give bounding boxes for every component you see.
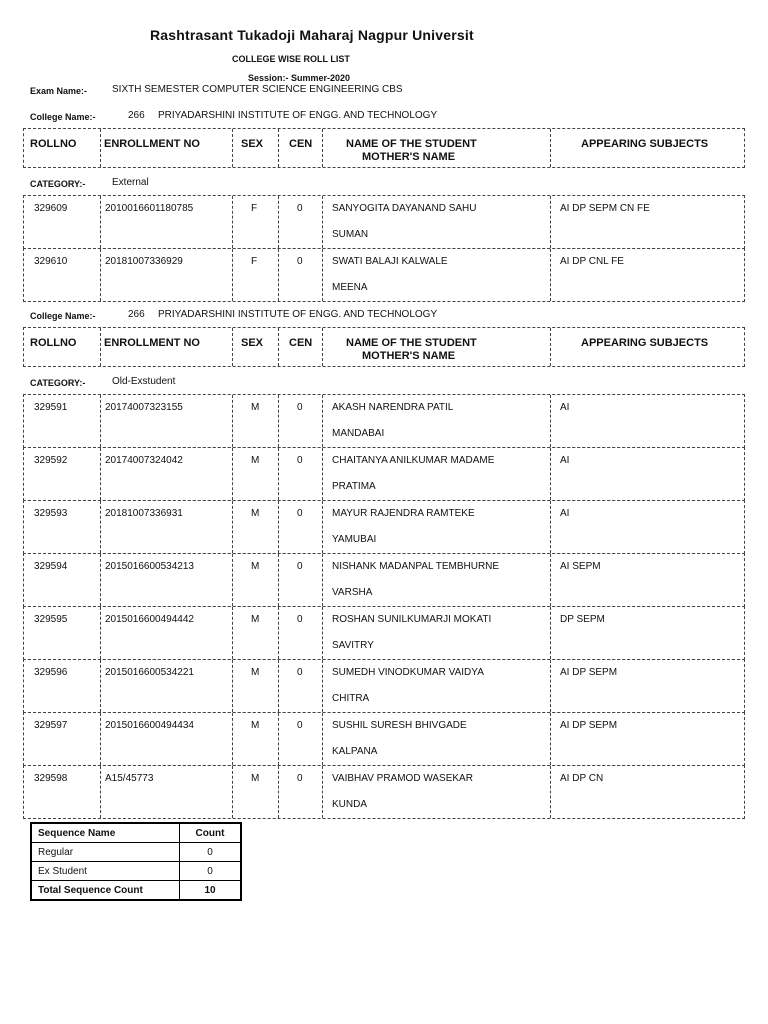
column-divider [232, 129, 233, 167]
column-divider [278, 249, 279, 301]
column-divider [232, 196, 233, 248]
appearing-subjects: AI DP CNL FE [560, 256, 624, 267]
header-rollno: ROLLNO [30, 138, 77, 150]
column-divider [322, 328, 323, 366]
column-divider [550, 129, 551, 167]
column-divider [100, 766, 101, 818]
header-cen: CEN [289, 337, 313, 349]
appearing-subjects: AI [560, 455, 570, 466]
college-name: PRIYADARSHINI INSTITUTE OF ENGG. AND TECHNOLOGY [158, 110, 438, 121]
roll-number: 329591 [34, 402, 68, 413]
header-appearing-subjects: APPEARING SUBJECTS [581, 138, 709, 150]
session-text: Session:- Summer-2020 [248, 73, 351, 83]
summary-row-count: 0 [180, 843, 242, 862]
college-name: PRIYADARSHINI INSTITUTE OF ENGG. AND TECHNOLOGY [158, 309, 438, 320]
column-divider [322, 196, 323, 248]
header-rollno: ROLLNO [30, 337, 77, 349]
enrollment-number: 2010016601180785 [105, 203, 194, 214]
column-divider [550, 501, 551, 553]
header-mothers-name: MOTHER'S NAME [362, 350, 456, 362]
mothers-name: SAVITRY [332, 640, 374, 651]
summary-col-count: Count [180, 823, 242, 843]
column-divider [232, 249, 233, 301]
summary-header-row [31, 823, 241, 843]
column-divider [322, 607, 323, 659]
student-name: ROSHAN SUNILKUMARJI MOKATI [332, 614, 492, 625]
column-divider [100, 249, 101, 301]
table-row [23, 248, 745, 302]
summary-row-name: Ex Student [31, 862, 180, 881]
table-header [23, 327, 745, 367]
column-divider [100, 713, 101, 765]
header-appearing-subjects: APPEARING SUBJECTS [581, 337, 709, 349]
table-header [23, 128, 745, 168]
column-divider [278, 395, 279, 447]
column-divider [322, 129, 323, 167]
column-divider [550, 607, 551, 659]
column-divider [100, 129, 101, 167]
summary-row [31, 843, 241, 862]
summary-col-name: Sequence Name [31, 823, 180, 843]
university-title: Rashtrasant Tukadoji Maharaj Nagpur Universit [150, 27, 474, 43]
sex-value: M [251, 561, 260, 572]
column-divider [100, 607, 101, 659]
column-divider [278, 713, 279, 765]
cen-value: 0 [297, 402, 303, 413]
summary-total-label: Total Sequence Count [31, 881, 180, 901]
header-student-name: NAME OF THE STUDENT [346, 337, 477, 349]
student-name: MAYUR RAJENDRA RAMTEKE [332, 508, 475, 519]
appearing-subjects: AI DP SEPM CN FE [560, 203, 650, 214]
column-divider [100, 554, 101, 606]
cen-value: 0 [297, 773, 303, 784]
column-divider [322, 249, 323, 301]
column-divider [550, 766, 551, 818]
appearing-subjects: AI [560, 508, 570, 519]
column-divider [100, 501, 101, 553]
table-row [23, 606, 745, 660]
column-divider [232, 660, 233, 712]
column-divider [232, 554, 233, 606]
mothers-name: PRATIMA [332, 481, 376, 492]
column-divider [550, 249, 551, 301]
roll-number: 329593 [34, 508, 68, 519]
cen-value: 0 [297, 455, 303, 466]
header-mothers-name: MOTHER'S NAME [362, 151, 456, 163]
appearing-subjects: DP SEPM [560, 614, 605, 625]
exam-name: SIXTH SEMESTER COMPUTER SCIENCE ENGINEERING CBS [112, 84, 403, 95]
column-divider [278, 766, 279, 818]
appearing-subjects: AI [560, 402, 570, 413]
summary-total-row [31, 881, 241, 901]
column-divider [232, 448, 233, 500]
mothers-name: SUMAN [332, 229, 369, 240]
cen-value: 0 [297, 203, 303, 214]
table-row [23, 500, 745, 554]
college-code: 266 [128, 110, 145, 121]
column-divider [278, 501, 279, 553]
column-divider [278, 196, 279, 248]
column-divider [100, 395, 101, 447]
column-divider [322, 766, 323, 818]
column-divider [232, 395, 233, 447]
appearing-subjects: AI DP SEPM [560, 720, 618, 731]
enrollment-number: 2015016600494434 [105, 720, 194, 731]
enrollment-number: 2015016600494442 [105, 614, 194, 625]
college-code: 266 [128, 309, 145, 320]
cen-value: 0 [297, 614, 303, 625]
student-name: SUMEDH VINODKUMAR VAIDYA [332, 667, 484, 678]
cen-value: 0 [297, 561, 303, 572]
enrollment-number: 20181007336931 [105, 508, 183, 519]
enrollment-number: 2015016600534213 [105, 561, 194, 572]
roll-number: 329598 [34, 773, 68, 784]
sequence-summary-table [30, 822, 242, 901]
cen-value: 0 [297, 667, 303, 678]
header-enrollment: ENROLLMENT NO [104, 337, 200, 349]
table-row [23, 553, 745, 607]
roll-number: 329597 [34, 720, 68, 731]
column-divider [322, 448, 323, 500]
column-divider [232, 766, 233, 818]
cen-value: 0 [297, 508, 303, 519]
summary-row-count: 0 [180, 862, 242, 881]
column-divider [278, 660, 279, 712]
category-label: CATEGORY:- [30, 179, 86, 189]
column-divider [322, 660, 323, 712]
header-student-name: NAME OF THE STUDENT [346, 138, 477, 150]
student-name: SANYOGITA DAYANAND SAHU [332, 203, 477, 214]
header-enrollment: ENROLLMENT NO [104, 138, 200, 150]
mothers-name: MEENA [332, 282, 368, 293]
appearing-subjects: AI DP CN [560, 773, 604, 784]
column-divider [322, 501, 323, 553]
college-label: College Name:- [30, 112, 96, 122]
sex-value: M [251, 402, 260, 413]
enrollment-number: A15/45773 [105, 773, 154, 784]
column-divider [550, 395, 551, 447]
column-divider [550, 554, 551, 606]
sex-value: M [251, 455, 260, 466]
mothers-name: CHITRA [332, 693, 370, 704]
column-divider [232, 713, 233, 765]
column-divider [550, 660, 551, 712]
column-divider [322, 395, 323, 447]
category-label: CATEGORY:- [30, 378, 86, 388]
mothers-name: KALPANA [332, 746, 378, 757]
column-divider [100, 328, 101, 366]
column-divider [232, 328, 233, 366]
category-value: External [112, 177, 149, 188]
mothers-name: MANDABAI [332, 428, 385, 439]
sex-value: M [251, 667, 260, 678]
table-row [23, 712, 745, 766]
student-name: CHAITANYA ANILKUMAR MADAME [332, 455, 495, 466]
sex-value: M [251, 614, 260, 625]
student-name: VAIBHAV PRAMOD WASEKAR [332, 773, 473, 784]
sex-value: M [251, 720, 260, 731]
cen-value: 0 [297, 720, 303, 731]
column-divider [550, 196, 551, 248]
table-row [23, 447, 745, 501]
enrollment-number: 20174007324042 [105, 455, 183, 466]
exam-label: Exam Name:- [30, 86, 88, 96]
column-divider [278, 607, 279, 659]
mothers-name: VARSHA [332, 587, 373, 598]
student-name: NISHANK MADANPAL TEMBHURNE [332, 561, 500, 572]
appearing-subjects: AI DP SEPM [560, 667, 618, 678]
column-divider [550, 328, 551, 366]
summary-row-name: Regular [31, 843, 180, 862]
summary-total-count: 10 [180, 881, 242, 901]
sex-value: F [251, 203, 258, 214]
column-divider [550, 448, 551, 500]
college-label: College Name:- [30, 311, 96, 321]
student-name: SUSHIL SURESH BHIVGADE [332, 720, 467, 731]
roll-number: 329596 [34, 667, 68, 678]
appearing-subjects: AI SEPM [560, 561, 601, 572]
enrollment-number: 20174007323155 [105, 402, 183, 413]
table-row [23, 195, 745, 249]
mothers-name: KUNDA [332, 799, 368, 810]
table-row [23, 394, 745, 448]
list-title: COLLEGE WISE ROLL LIST [232, 54, 350, 64]
enrollment-number: 2015016600534221 [105, 667, 194, 678]
column-divider [322, 713, 323, 765]
roll-number: 329592 [34, 455, 68, 466]
table-row [23, 765, 745, 819]
mothers-name: YAMUBAI [332, 534, 377, 545]
header-sex: SEX [241, 138, 264, 150]
header-sex: SEX [241, 337, 264, 349]
sex-value: M [251, 773, 260, 784]
roll-number: 329595 [34, 614, 68, 625]
sex-value: F [251, 256, 258, 267]
column-divider [100, 196, 101, 248]
column-divider [550, 713, 551, 765]
category-value: Old-Exstudent [112, 376, 176, 387]
column-divider [322, 554, 323, 606]
column-divider [100, 660, 101, 712]
roll-number: 329610 [34, 256, 68, 267]
student-name: SWATI BALAJI KALWALE [332, 256, 448, 267]
roll-number: 329609 [34, 203, 68, 214]
summary-row [31, 862, 241, 881]
column-divider [232, 607, 233, 659]
cen-value: 0 [297, 256, 303, 267]
enrollment-number: 20181007336929 [105, 256, 183, 267]
column-divider [100, 448, 101, 500]
roll-number: 329594 [34, 561, 68, 572]
student-name: AKASH NARENDRA PATIL [332, 402, 454, 413]
column-divider [278, 448, 279, 500]
header-cen: CEN [289, 138, 313, 150]
sex-value: M [251, 508, 260, 519]
table-row [23, 659, 745, 713]
column-divider [278, 328, 279, 366]
column-divider [232, 501, 233, 553]
column-divider [278, 554, 279, 606]
column-divider [278, 129, 279, 167]
